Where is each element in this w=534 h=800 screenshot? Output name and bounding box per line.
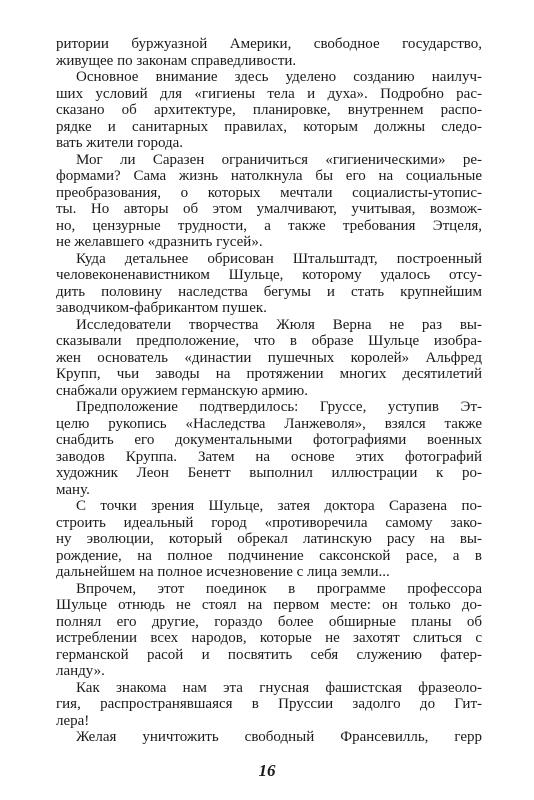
text-line: Впрочем, этот поединок в программе профессора	[76, 580, 482, 597]
text-line: заводов Круппа. Затем на основе этих фотографий	[56, 448, 482, 465]
text-line: Как знакома нам эта гнусная фашистская фразеоло-	[76, 679, 482, 696]
text-line: ты. Но авторы об этом умалчивают, учитывая, возмож-	[56, 201, 482, 217]
text-line: Предположение подтвердилось: Груссе, уступив Эт-	[76, 399, 482, 415]
text-line: сказано об архитектуре, планировке, внутреннем распо-	[56, 102, 482, 118]
text-line: заводчиком-фабрикантом пушек.	[56, 300, 267, 316]
text-line: германской расой и посвятить себя служению фатер-	[56, 646, 482, 663]
text-line: преобразования, о которых мечтали социалисты-утопис-	[56, 184, 482, 201]
text-line: рождение, на полное подчинение саксонской расе, а в	[56, 547, 482, 564]
text-line: Шульце отнюдь не стоял на первом месте: он только до-	[56, 597, 482, 613]
text-line: снабжали оружием германскую армию.	[56, 382, 308, 399]
text-line: ну эволюции, который обрекал латинскую расу на вы-	[56, 531, 482, 547]
text-line: С точки зрения Шульце, затея доктора Саразена по-	[76, 498, 482, 514]
text-line: не желавшего «дразнить гусей».	[56, 234, 263, 250]
text-line: Основное внимание здесь уделено созданию наилуч-	[76, 69, 482, 85]
text-line: Крупп, чьи заводы на протяжении многих десятилетий	[56, 366, 482, 382]
text-line: снабдить его документальными фотографиями военных	[56, 432, 482, 448]
text-line: человеконенавистником Шульце, которому удалось отсу-	[56, 267, 482, 283]
text-line: Куда детальнее обрисован Штальштадт, построенный	[76, 250, 482, 267]
text-line: целю рукопись «Наследства Ланжеволя», взялся также	[56, 415, 482, 432]
text-line: ману.	[56, 481, 90, 498]
text-line: лера!	[56, 712, 90, 729]
text-line: дальнейшем на полное исчезновение с лица земли...	[56, 564, 390, 580]
text-line: полнял его другие, гораздо более обширные планы об	[56, 613, 482, 630]
text-line: живущее по законам справедливости.	[56, 52, 297, 69]
text-line: рядке и санитарных правилах, которым должны следо-	[56, 118, 482, 135]
text-line: ших условий для «гигиены тела и духа». Подробно рас-	[56, 85, 482, 102]
text-line: вать жители города.	[56, 135, 184, 151]
page-number: 16	[258, 760, 276, 780]
text-line: сказывали предположение, что в образе Шульце изобра-	[56, 333, 482, 349]
text-line: Исследователи творчества Жюля Верна не раз вы-	[76, 316, 482, 333]
text-line: художник Леон Бенетт выполнил иллюстрации к ро-	[56, 465, 482, 481]
text-line: но, цензурные трудности, а также требования Этцеля,	[56, 217, 482, 234]
text-line: строить идеальный город «противоречила самому зако-	[56, 514, 482, 531]
text-line: жен основатель «династии пушечных королей» Альфред	[56, 349, 482, 366]
text-line: формами? Сама жизнь натолкнула бы его на социальные	[56, 168, 482, 184]
text-line: истреблении всех народов, которые не захотят слиться с	[56, 630, 482, 646]
text-line: гия, распространявшаяся в Пруссии задолго до Гит-	[56, 696, 482, 712]
text-line: ритории буржуазной Америки, свободное государство,	[56, 36, 482, 52]
text-line: Желая уничтожить свободный Франсевилль, герр	[76, 729, 482, 745]
text-line: ланду».	[56, 663, 105, 679]
text-line: Мог ли Саразен ограничиться «гигиеническими» ре-	[76, 151, 482, 168]
text-line: дить половину наследства бегумы и стать крупнейшим	[56, 283, 482, 300]
